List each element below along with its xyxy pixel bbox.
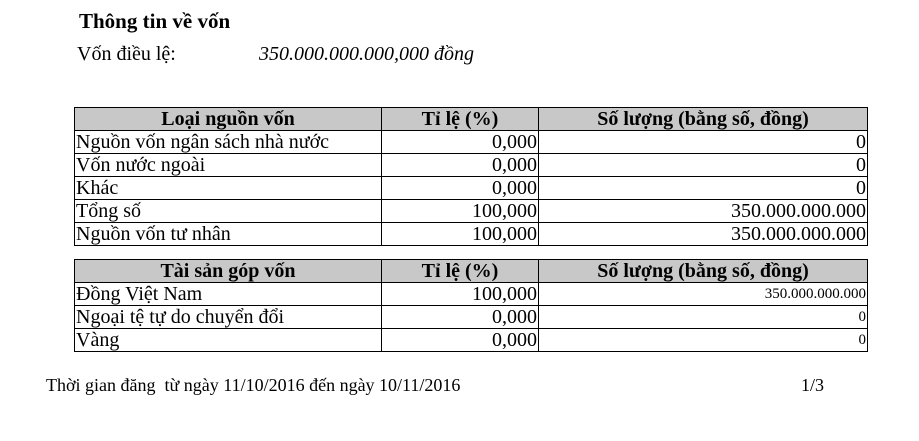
source-amount: 350.000.000.000: [539, 200, 868, 223]
column-header-ratio: Tỉ lệ (%): [382, 108, 539, 131]
source-ratio: 100,000: [382, 223, 539, 246]
source-amount: 350.000.000.000: [539, 223, 868, 246]
table-row: [75, 177, 868, 200]
source-name: Tổng số: [75, 200, 382, 223]
source-ratio: 0,000: [382, 131, 539, 154]
asset-name: Ngoại tệ tự do chuyển đổi: [75, 306, 382, 329]
asset-amount: 0: [539, 306, 868, 329]
contributed-assets-table: [74, 259, 868, 352]
source-amount: 0: [539, 154, 868, 177]
publish-period: Thời gian đăng từ ngày 11/10/2016 đến ngày 10/11/2016: [46, 375, 461, 395]
asset-amount: 0: [539, 329, 868, 352]
asset-name: Đồng Việt Nam: [75, 283, 382, 306]
section-title: Thông tin về vốn: [79, 9, 231, 33]
charter-capital-value: 350.000.000.000,000 đồng: [259, 43, 474, 65]
asset-ratio: 0,000: [382, 306, 539, 329]
source-ratio: 0,000: [382, 177, 539, 200]
table-row: [75, 329, 868, 352]
table-header-row: [75, 108, 868, 131]
column-header-amount: Số lượng (bằng số, đồng): [539, 260, 868, 283]
source-name: Nguồn vốn ngân sách nhà nước: [75, 131, 382, 154]
source-amount: 0: [539, 177, 868, 200]
source-name: Khác: [75, 177, 382, 200]
column-header-source-type: Loại nguồn vốn: [75, 108, 382, 131]
asset-amount: 350.000.000.000: [539, 283, 868, 306]
charter-capital-label: Vốn điều lệ:: [77, 43, 176, 65]
column-header-amount: Số lượng (bằng số, đồng): [539, 108, 868, 131]
table-row: [75, 154, 868, 177]
column-header-asset-type: Tài sản góp vốn: [75, 260, 382, 283]
table-row: [75, 306, 868, 329]
table-row: [75, 223, 868, 246]
column-header-ratio: Tỉ lệ (%): [382, 260, 539, 283]
table-row: [75, 283, 868, 306]
source-ratio: 100,000: [382, 200, 539, 223]
table-row: [75, 200, 868, 223]
asset-ratio: 100,000: [382, 283, 539, 306]
source-ratio: 0,000: [382, 154, 539, 177]
asset-ratio: 0,000: [382, 329, 539, 352]
table-header-row: [75, 260, 868, 283]
capital-sources-table: [74, 107, 868, 246]
asset-name: Vàng: [75, 329, 382, 352]
source-name: Nguồn vốn tư nhân: [75, 223, 382, 246]
page-number: 1/3: [801, 375, 825, 395]
source-amount: 0: [539, 131, 868, 154]
source-name: Vốn nước ngoài: [75, 154, 382, 177]
table-row: [75, 131, 868, 154]
